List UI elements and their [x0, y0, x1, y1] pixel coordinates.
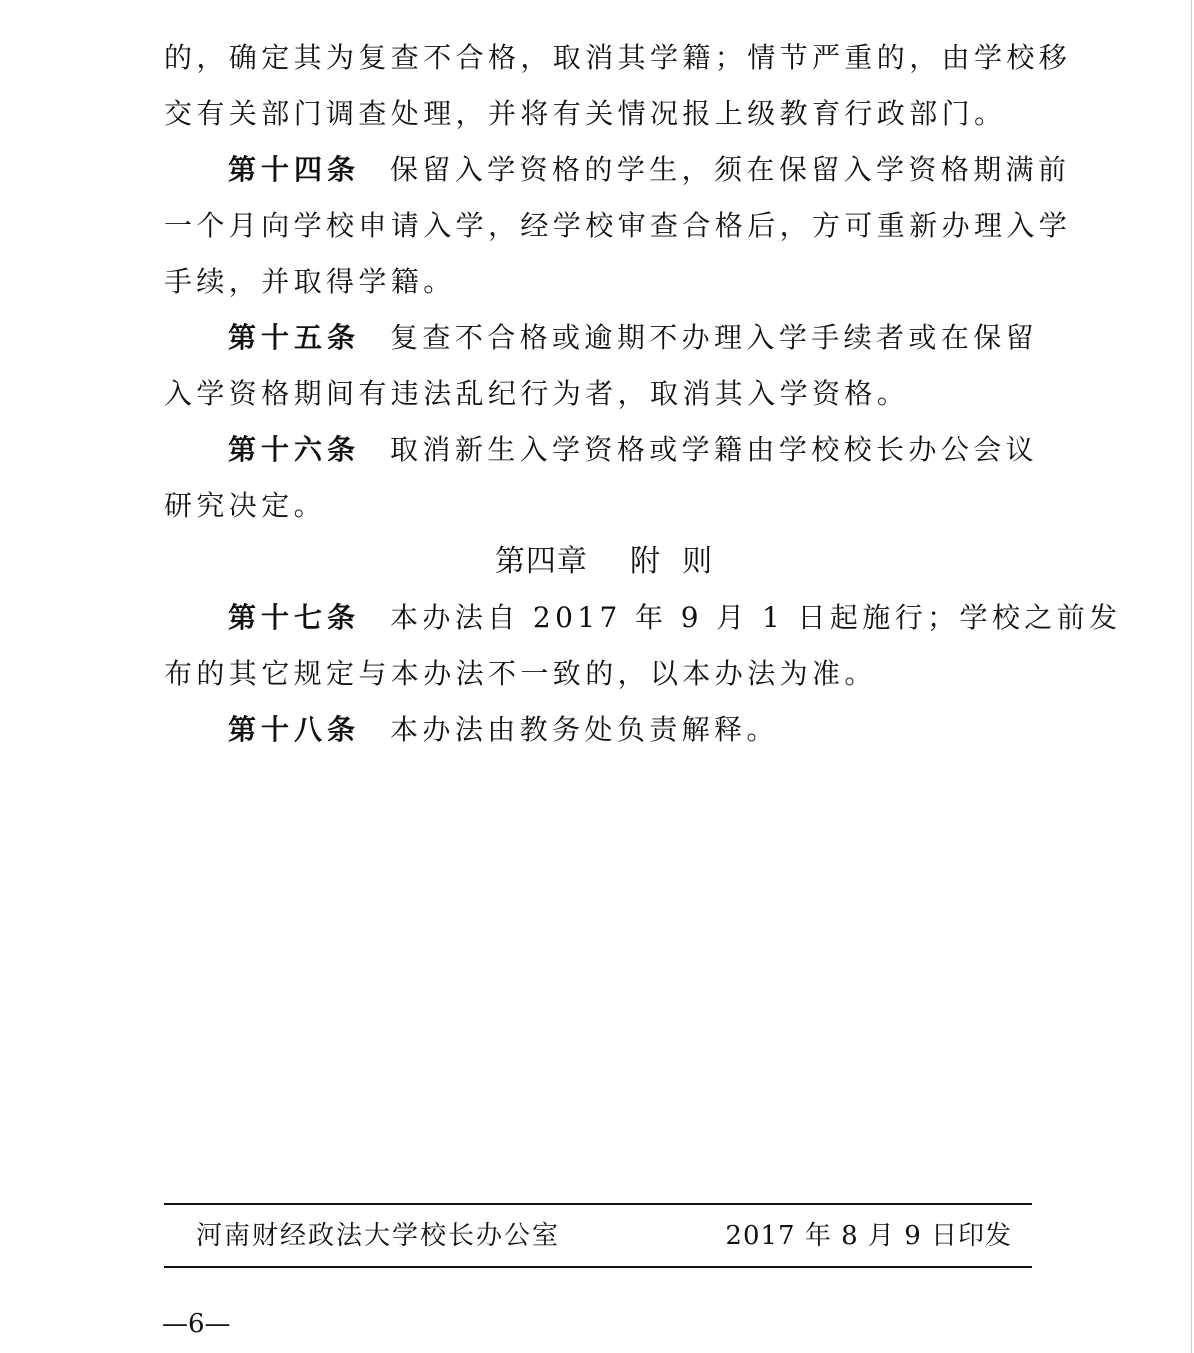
- article-17: [164, 590, 1122, 646]
- footer-top-rule: [164, 1203, 1032, 1205]
- paragraph-line: 布的其它规定与本办法不一致的，以本办法为准。: [164, 657, 877, 690]
- paragraph-line: 交有关部门调查处理，并将有关情况报上级教育行政部门。: [164, 97, 1007, 130]
- article-15-text: 复查不合格或逾期不办理入学手续者或在保留: [390, 321, 1039, 354]
- article-14-text: 保留入学资格的学生，须在保留入学资格期满前: [390, 153, 1071, 186]
- article-16-label: 第十六条: [228, 433, 361, 466]
- article-14: [164, 142, 1071, 198]
- article-18-text: 本办法由教务处负责解释。: [390, 713, 779, 746]
- article-16: [164, 422, 1044, 478]
- issuer-name: 河南财经政法大学校长办公室: [196, 1221, 561, 1251]
- page-number: —6—: [162, 1309, 231, 1339]
- footer-bottom-rule: [164, 1266, 1032, 1268]
- article-18-label: 第十八条: [228, 713, 361, 746]
- chapter-title: 第四章 附 则: [494, 544, 714, 579]
- paragraph-line: 手续，并取得学籍。: [164, 265, 456, 298]
- article-14-label: 第十四条: [228, 153, 361, 186]
- paragraph-line: 的，确定其为复查不合格，取消其学籍；情节严重的，由学校移: [164, 41, 1072, 74]
- page-edge: [1191, 0, 1192, 1353]
- article-17-text: 本办法自 2017 年 9 月 1 日起施行；学校之前发: [390, 601, 1122, 634]
- issue-date: 2017 年 8 月 9 日印发: [725, 1221, 1012, 1251]
- article-18: [164, 702, 1044, 758]
- article-16-text: 取消新生入学资格或学籍由学校校长办公会议: [390, 433, 1039, 466]
- paragraph-line: 一个月向学校申请入学，经学校审查合格后，方可重新办理入学: [164, 209, 1072, 242]
- article-15-label: 第十五条: [228, 321, 361, 354]
- article-15: [164, 310, 1044, 366]
- article-17-label: 第十七条: [228, 601, 361, 634]
- paragraph-line: 入学资格期间有违法乱纪行为者，取消其入学资格。: [164, 377, 910, 410]
- footer-row: [164, 1216, 1032, 1256]
- paragraph-line: 研究决定。: [164, 489, 327, 522]
- document-body: [164, 30, 1122, 758]
